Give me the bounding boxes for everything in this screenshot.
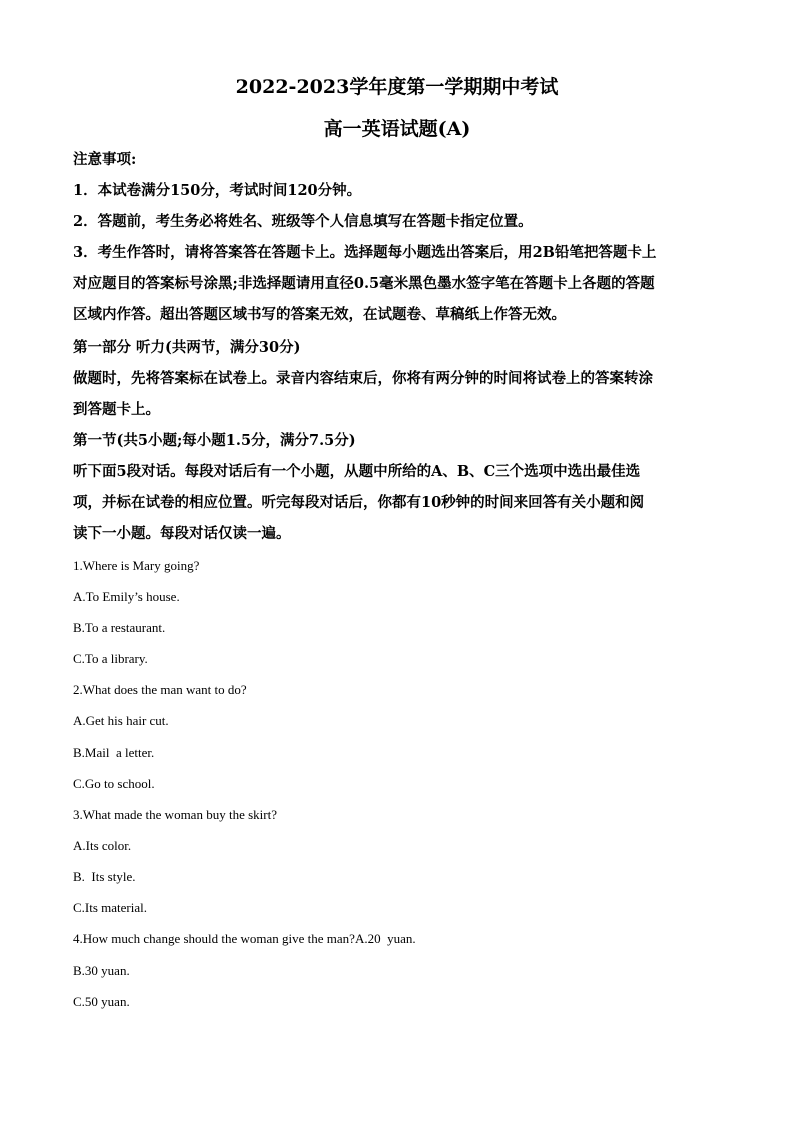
section1-instructions-line-1: 听下面5段对话。每段对话后有一个小题，从题中所给的A、B、C三个选项中选出最佳选 [73, 463, 641, 480]
question-2-option-a: A.Get his hair cut. [73, 713, 169, 728]
question-3-stem: 3.What made the woman buy the skirt? [73, 807, 277, 822]
notes-item-3-line-2: 对应题目的答案标号涂黑;非选择题请用直径0.5毫米黑色墨水签字笔在答题卡上各题的答题 [73, 275, 655, 292]
question-4-option-b: B.30 yuan. [73, 963, 130, 978]
question-1-option-b: B.To a restaurant. [73, 620, 166, 635]
notes-item-3-line-3: 区域内作答。超出答题区域书写的答案无效，在试题卷、草稿纸上作答无效。 [73, 306, 566, 323]
part1-instructions-line-1: 做题时，先将答案标在试卷上。录音内容结束后，你将有两分钟的时间将试卷上的答案转涂 [73, 370, 653, 387]
exam-subtitle: 高一英语试题(A) [323, 118, 471, 140]
question-4-stem: 4.How much change should the woman give the man?A.20 yuan. [73, 931, 416, 946]
part1-heading: 第一部分 听力(共两节，满分30分) [73, 339, 301, 356]
notes-heading: 注意事项: [73, 151, 137, 168]
question-4-option-c: C.50 yuan. [73, 994, 130, 1009]
question-1-stem: 1.Where is Mary going? [73, 558, 200, 573]
question-3-option-a: A.Its color. [73, 838, 132, 853]
exam-title: 2022-2023学年度第一学期期中考试 [235, 76, 559, 98]
section1-instructions-line-3: 读下一小题。每段对话仅读一遍。 [73, 525, 291, 542]
question-1-option-a: A.To Emily’s house. [73, 589, 180, 604]
part1-instructions-line-2: 到答题卡上。 [73, 401, 160, 418]
question-2-option-c: C.Go to school. [73, 776, 155, 791]
question-2-stem: 2.What does the man want to do? [73, 682, 247, 697]
question-3-option-b: B. Its style. [73, 869, 136, 884]
section1-instructions-line-2: 项，并标在试卷的相应位置。听完每段对话后，你都有10秒钟的时间来回答有关小题和阅 [73, 494, 645, 511]
question-1-option-c: C.To a library. [73, 651, 148, 666]
notes-item-2: 2．答题前，考生务必将姓名、班级等个人信息填写在答题卡指定位置。 [73, 213, 533, 230]
notes-item-1: 1．本试卷满分150分，考试时间120分钟。 [73, 182, 362, 199]
notes-item-3-line-1: 3．考生作答时，请将答案答在答题卡上。选择题每小题选出答案后，用2B铅笔把答题卡上 [73, 244, 657, 261]
question-2-option-b: B.Mail a letter. [73, 745, 155, 760]
section1-heading: 第一节(共5小题;每小题1.5分，满分7.5分) [73, 432, 356, 449]
question-3-option-c: C.Its material. [73, 900, 148, 915]
